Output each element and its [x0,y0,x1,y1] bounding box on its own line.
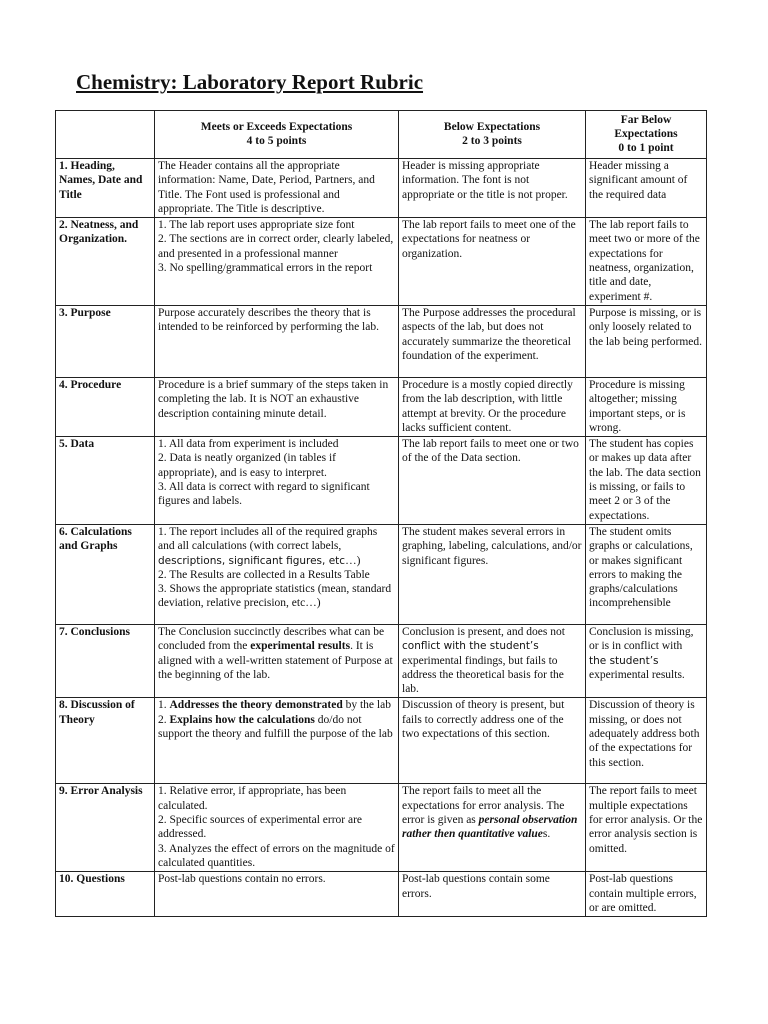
rubric-table [55,110,707,917]
table-row [56,159,707,218]
meets-cell: 1. Addresses the theory demonstrated by the lab 2. Explains how the calculations do/do not support the theory and fulfill the purpose of the lab [155,698,399,784]
header-far-below: Far Below Expectations 0 to 1 point [586,111,707,159]
below-cell: The report fails to meet all the expectations for error analysis. The error is given as personal observation rather then quantitative values. [399,784,586,872]
meets-cell: The Conclusion succinctly describes what can be concluded from the experimental results. It is aligned with a well-written statement of Purpose at the beginning of the lab. [155,624,399,697]
header-row [56,111,707,159]
table-row [56,524,707,624]
table-row [56,872,707,917]
table-row [56,218,707,306]
criterion-cell: 7. Conclusions [56,624,155,697]
criterion-cell: 1. Heading, Names, Date and Title [56,159,155,218]
header-below: Below Expectations 2 to 3 points [399,111,586,159]
meets-cell: 1. All data from experiment is included 2. Data is neatly organized (in tables if appropriate), and is easy to interpret. 3. All data is correct with regard to significant figures and labels. [155,437,399,525]
criterion-cell: 10. Questions [56,872,155,917]
header-meets: Meets or Exceeds Expectations 4 to 5 points [155,111,399,159]
below-cell: Post-lab questions contain some errors. [399,872,586,917]
criterion-cell: 8. Discussion of Theory [56,698,155,784]
far-below-cell: The student omits graphs or calculations, or makes significant errors to making the graphs/calculations incomprehensible [586,524,707,624]
table-row [56,624,707,697]
table-row [56,305,707,377]
far-below-cell: Purpose is missing, or is only loosely related to the lab being performed. [586,305,707,377]
below-cell: Conclusion is present, and does not conflict with the student’s experimental findings, but fails to address the theoretical basis for the lab. [399,624,586,697]
criterion-cell: 2. Neatness, and Organization. [56,218,155,306]
far-below-cell: Conclusion is missing, or is in conflict with the student’s experimental results. [586,624,707,697]
below-cell: The lab report fails to meet one or two of the of the Data section. [399,437,586,525]
criterion-cell: 4. Procedure [56,377,155,436]
far-below-cell: The report fails to meet multiple expectations for error analysis. Or the error analysis section is omitted. [586,784,707,872]
criterion-cell: 5. Data [56,437,155,525]
meets-cell: The Header contains all the appropriate information: Name, Date, Period, Partners, and Title. The Font used is professional and appropriate. The Title is descriptive. [155,159,399,218]
far-below-cell: Procedure is missing altogether; missing important steps, or is wrong. [586,377,707,436]
meets-cell: 1. The report includes all of the required graphs and all calculations (with correct labels, descriptions, significant figures, etc…) 2. The Results are collected in a Results Table 3. Shows the appropriate statistics (mean, standard deviation, relative precision, etc…) [155,524,399,624]
meets-cell: 1. Relative error, if appropriate, has been calculated. 2. Specific sources of experimental error are addressed. 3. Analyzes the effect of errors on the magnitude of calculated quantities. [155,784,399,872]
header-criterion [56,111,155,159]
far-below-cell: Discussion of theory is missing, or does not adequately address both of the expectations for this section. [586,698,707,784]
meets-cell: Procedure is a brief summary of the steps taken in completing the lab. It is NOT an exhaustive description containing minute detail. [155,377,399,436]
below-cell: The Purpose addresses the procedural aspects of the lab, but does not accurately summarize the theoretical foundation of the experiment. [399,305,586,377]
table-row [56,437,707,525]
below-cell: Discussion of theory is present, but fails to correctly address one of the two expectations of this section. [399,698,586,784]
table-row [56,784,707,872]
below-cell: Procedure is a mostly copied directly from the lab description, with little attempt at brevity. Or the procedure lacks sufficient content. [399,377,586,436]
criterion-cell: 3. Purpose [56,305,155,377]
below-cell: The student makes several errors in graphing, labeling, calculations, and/or significant figures. [399,524,586,624]
far-below-cell: The student has copies or makes up data after the lab. The data section is missing, or fails to meet 2 or 3 of the expectations. [586,437,707,525]
criterion-cell: 9. Error Analysis [56,784,155,872]
below-cell: Header is missing appropriate information. The font is not appropriate or the title is not proper. [399,159,586,218]
far-below-cell: Header missing a significant amount of the required data [586,159,707,218]
criterion-cell: 6. Calculations and Graphs [56,524,155,624]
table-row [56,698,707,784]
meets-cell: Purpose accurately describes the theory that is intended to be reinforced by performing the lab. [155,305,399,377]
below-cell: The lab report fails to meet one of the expectations for neatness or organization. [399,218,586,306]
far-below-cell: Post-lab questions contain multiple errors, or are omitted. [586,872,707,917]
page-title: Chemistry: Laboratory Report Rubric [76,70,424,94]
table-row [56,377,707,436]
far-below-cell: The lab report fails to meet two or more of the expectations for neatness, organization, title and date, experiment #. [586,218,707,306]
meets-cell: 1. The lab report uses appropriate size font 2. The sections are in correct order, clearly labeled, and presented in a professional manner 3. No spelling/grammatical errors in the report [155,218,399,306]
meets-cell: Post-lab questions contain no errors. [155,872,399,917]
